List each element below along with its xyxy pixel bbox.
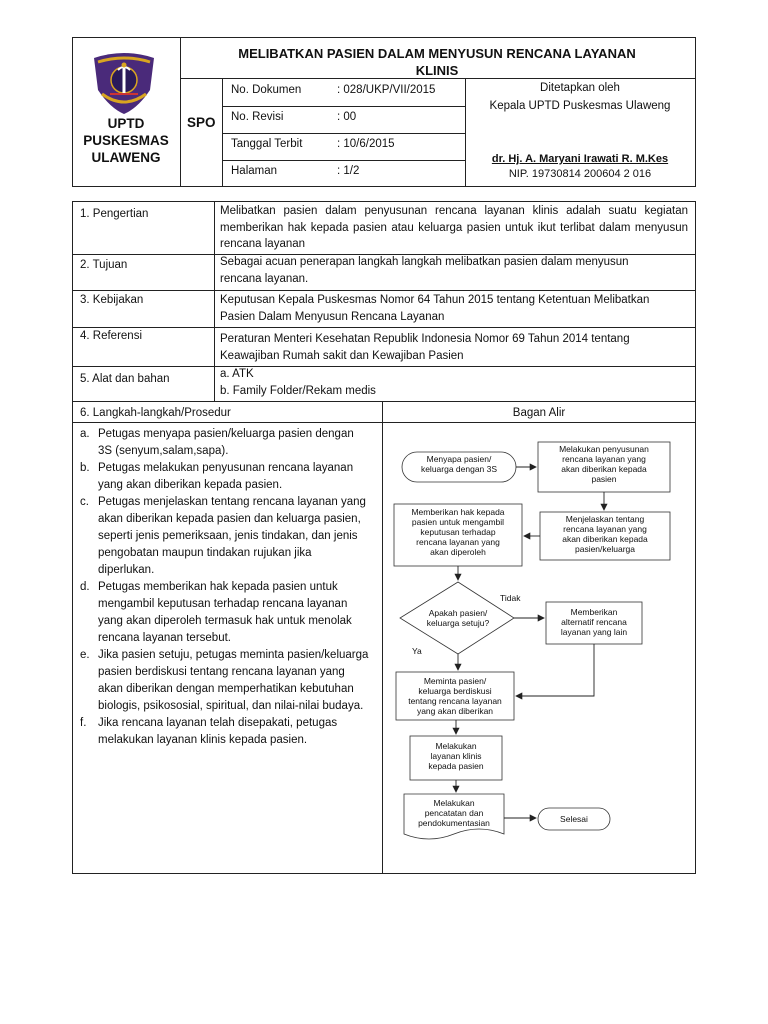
list-item: c. Petugas menjelaskan tentang rencana layanan yang akan diberikan kepada pasien dan keluarga pasien, seperti jenis pemeriksaan, jenis tindakan, dan jenis pengobatan maupun tindakan rujukan jika diperlukan. — [80, 496, 366, 576]
field-value-halaman: : 1/2 — [337, 165, 360, 177]
field-value-dokumen: : 028/UKP/VII/2015 — [337, 84, 436, 96]
flow-ya: Ya — [412, 646, 422, 656]
field-label-revisi: No. Revisi — [231, 111, 284, 123]
list-item: d. Petugas memberikan hak kepada pasien untuk mengambil keputusan terhadap rencana layanan yang akan diperoleh termasuk hak untuk menolak rencana layanan tersebut. — [80, 581, 352, 644]
flow-decision: Apakah pasien/ keluarga setuju? — [426, 608, 490, 628]
field-label-dokumen: No. Dokumen — [231, 84, 302, 96]
doc-title-line2: KLINIS — [415, 63, 459, 78]
field-value-revisi: : 00 — [337, 111, 357, 123]
alat-item-a: a. ATK — [220, 368, 254, 380]
pengertian-text: Melibatkan pasien dalam penyusunan rencana layanan klinis adalah suatu kegiatan memberikan hak kepada pasien atau keluarga pasien untuk ikut terlibat dalam menyusun rencana layanan — [220, 205, 688, 250]
list-item: a. Petugas menyapa pasien/keluarga pasien dengan 3S (senyum,salam,sapa). — [80, 428, 354, 457]
alat-label: 5. Alat dan bahan — [80, 373, 170, 385]
kebijakan-label: 3. Kebijakan — [80, 294, 144, 306]
flow-susun: Melakukan penyusunan rencana layanan yang akan diberikan kepada pasien — [559, 444, 649, 484]
org-name: UPTD PUSKESMAS ULAWENG — [83, 116, 169, 165]
kepala-label: Kepala UPTD Puskesmas Ulaweng — [489, 100, 671, 112]
flow-alternatif: Memberikan alternatif rencana layanan yang lain — [560, 607, 628, 637]
flow-tidak: Tidak — [500, 593, 521, 603]
tujuan-label: 2. Tujuan — [80, 259, 128, 271]
flow-diskusi: Meminta pasien/ keluarga berdiskusi tentang rencana layanan yang akan diberikan — [408, 676, 502, 716]
flow-jelaskan: Menjelaskan tentang rencana layanan yang akan diberikan kepada pasien/keluarga — [562, 514, 648, 554]
flow-layanan: Melakukan layanan klinis kepada pasien — [428, 741, 484, 771]
field-value-tanggal: : 10/6/2015 — [337, 138, 395, 150]
flow-selesai: Selesai — [560, 814, 588, 824]
procedure-steps — [80, 426, 370, 749]
kebijakan-text: Keputusan Kepala Puskesmas Nomor 64 Tahun 2015 tentang Ketentuan Melibatkan Pasien Dalam Menyusun Rencana Layanan — [220, 294, 650, 323]
spo-label: SPO — [187, 115, 216, 130]
signer-name: dr. Hj. A. Maryani Irawati R. M.Kes — [491, 153, 669, 165]
flow-hak: Memberikan hak kepada pasien untuk mengambil keputusan terhadap rencana layanan yang akan diperoleh — [411, 507, 505, 557]
ditetapkan-label: Ditetapkan oleh — [540, 82, 620, 94]
flow-catat: Melakukan pencatatan dan pendokumentasian — [418, 798, 490, 828]
list-item: b. Petugas melakukan penyusunan rencana layanan yang akan diberikan kepada pasien. — [80, 462, 354, 491]
signer-nip: NIP. 19730814 200604 2 016 — [508, 168, 652, 180]
tujuan-text: Sebagai acuan penerapan langkah langkah melibatkan pasien dalam menyusun rencana layanan. — [220, 256, 629, 285]
field-label-tanggal: Tanggal Terbit — [231, 138, 303, 150]
doc-title-line1: MELIBATKAN PASIEN DALAM MENYUSUN RENCANA LAYANAN — [238, 46, 636, 61]
alat-item-b: b. Family Folder/Rekam medis — [220, 385, 376, 397]
referensi-text: Peraturan Menteri Kesehatan Republik Indonesia Nomor 69 Tahun 2014 tentang Keawajiban Rumah sakit dan Kewajiban Pasien — [220, 333, 630, 362]
langkah-label: 6. Langkah-langkah/Prosedur — [80, 407, 231, 419]
referensi-label: 4. Referensi — [80, 330, 143, 342]
list-item: e. Jika pasien setuju, petugas meminta pasien/keluarga pasien berdiskusi tentang rencana layanan yang akan diberikan dengan memperhatikan kebutuhan biologis, psikososial, spiritual, dan nilai-nilai budaya. — [80, 649, 369, 712]
list-item: f. Jika rencana layanan telah disepakati, petugas melakukan layanan klinis kepada pasien. — [80, 717, 338, 746]
bagan-label: Bagan Alir — [512, 407, 566, 419]
pengertian-label: 1. Pengertian — [80, 208, 149, 220]
flow-start: Menyapa pasien/ keluarga dengan 3S — [420, 454, 498, 474]
field-label-halaman: Halaman — [231, 165, 278, 177]
puskesmas-logo — [88, 50, 160, 116]
